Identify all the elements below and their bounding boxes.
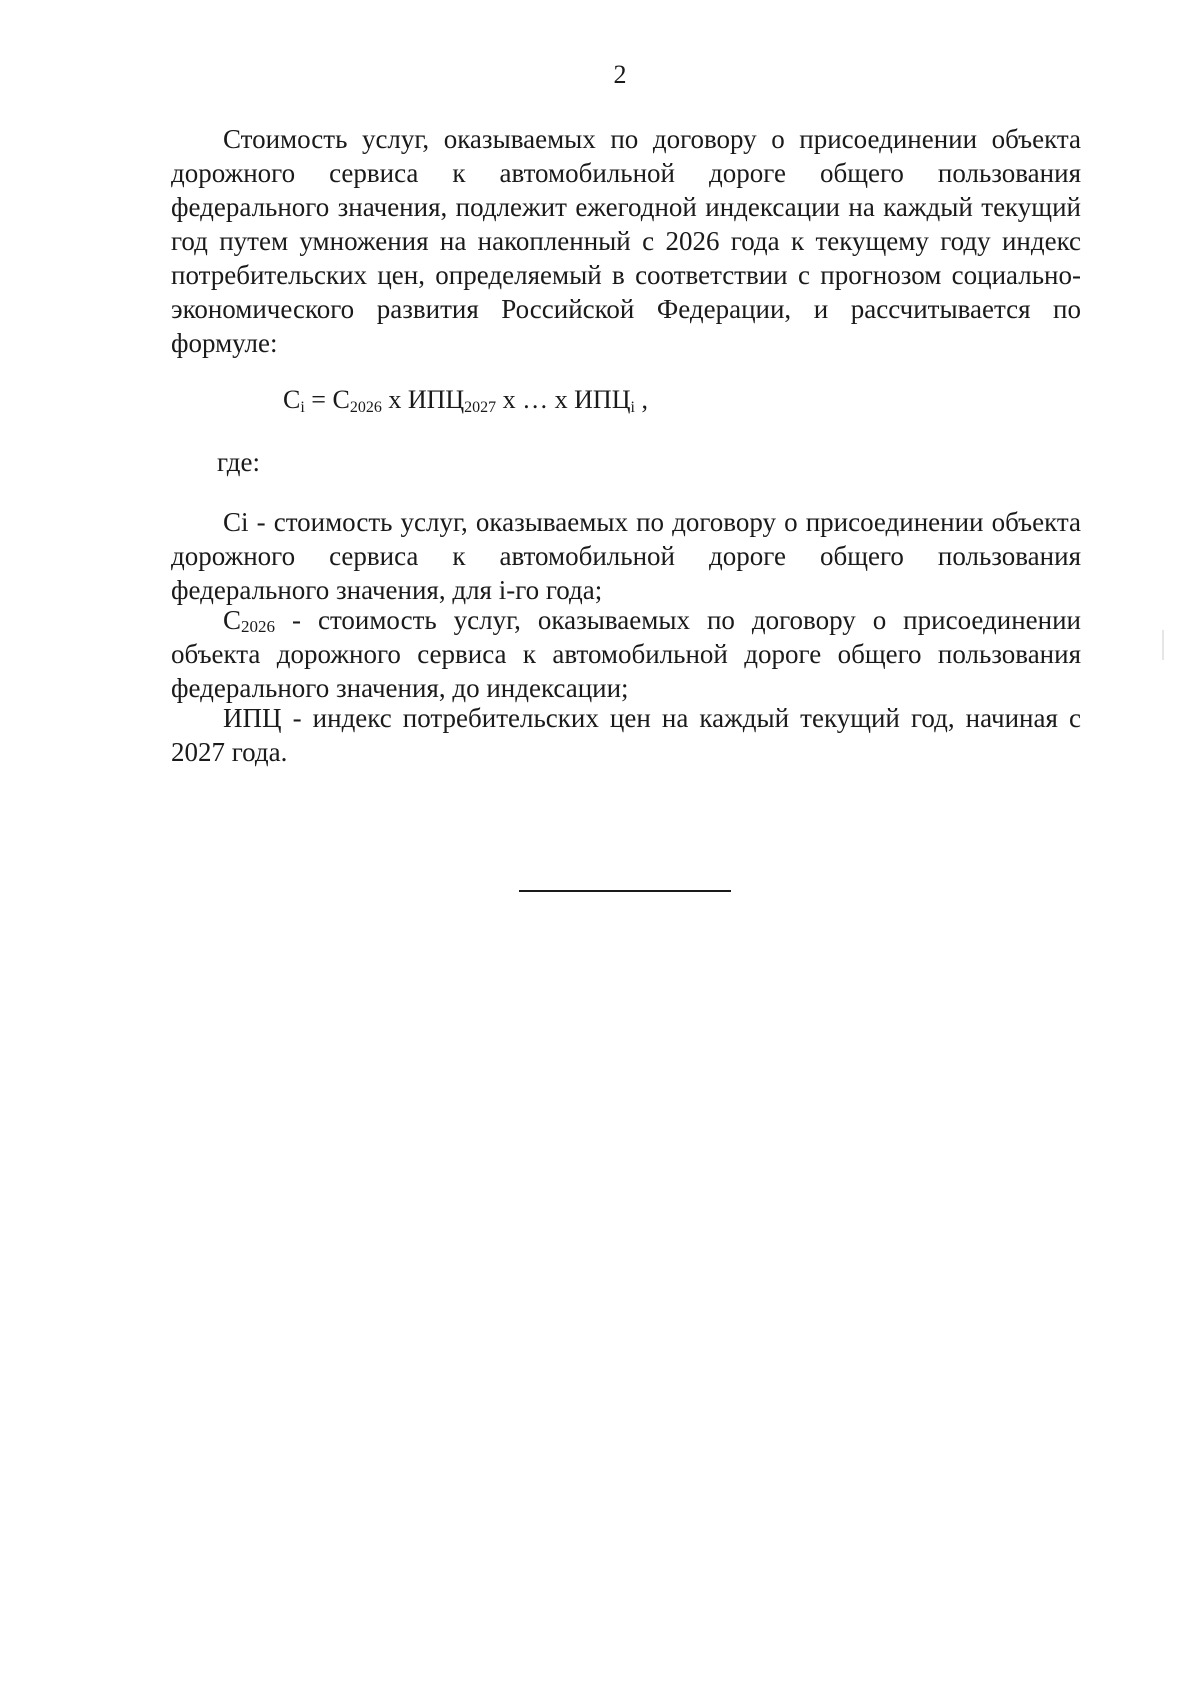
- main-paragraph: Стоимость услуг, оказываемых по договору о присоединении объекта дорожного сервиса к автомобильной дороге общего пользования федерального значения, подлежит ежегодной индексации на каждый текущий год путем умножения на накопленный с 2026 года к текущему году индекс потребительских цен, определяемый в соответствии с прогнозом социально-экономического развития Российской Федерации, и рассчитывается по формуле:: [171, 124, 1081, 358]
- definition-ci: [171, 505, 1081, 607]
- definition-c2026-text: - стоимость услуг, оказываемых по договору о присоединении объекта дорожного сервиса к автомобильной дороге общего пользования федерального значения, до индексации;: [171, 605, 1081, 703]
- formula-ellipsis: x … x: [496, 385, 575, 414]
- definition-c2026-term: C2026: [223, 605, 276, 636]
- scan-edge-mark: [1162, 630, 1164, 660]
- formula-tail: ,: [634, 385, 648, 414]
- price-indexation-formula: [283, 385, 648, 415]
- formula-times: x: [381, 385, 408, 414]
- definition-ci-term: Ci: [223, 507, 249, 537]
- formula-ci: $C_i$: [283, 385, 305, 416]
- end-separator-line: [519, 890, 731, 892]
- page-number: 2: [613, 60, 627, 89]
- definition-ipc-text: - индекс потребительских цен на каждый текущий год, начиная с 2027 года.: [171, 703, 1081, 767]
- definition-ci-text: - стоимость услуг, оказываемых по договору о присоединении объекта дорожного сервиса к автомобильной дороге общего пользования федерального значения, для i-го года;: [171, 507, 1081, 605]
- formula-ipci: $ИПЦ_i$: [574, 385, 635, 416]
- formula-c2026: $C_{2026}$: [332, 385, 382, 416]
- where-label: где:: [217, 447, 260, 477]
- definition-ipc-term: ИПЦ: [223, 703, 282, 733]
- definition-c2026: [171, 603, 1081, 705]
- definition-ipc: [171, 701, 1081, 769]
- formula-ipc2027: $ИПЦ_{2027}$: [407, 385, 497, 416]
- formula-equals: =: [304, 385, 333, 414]
